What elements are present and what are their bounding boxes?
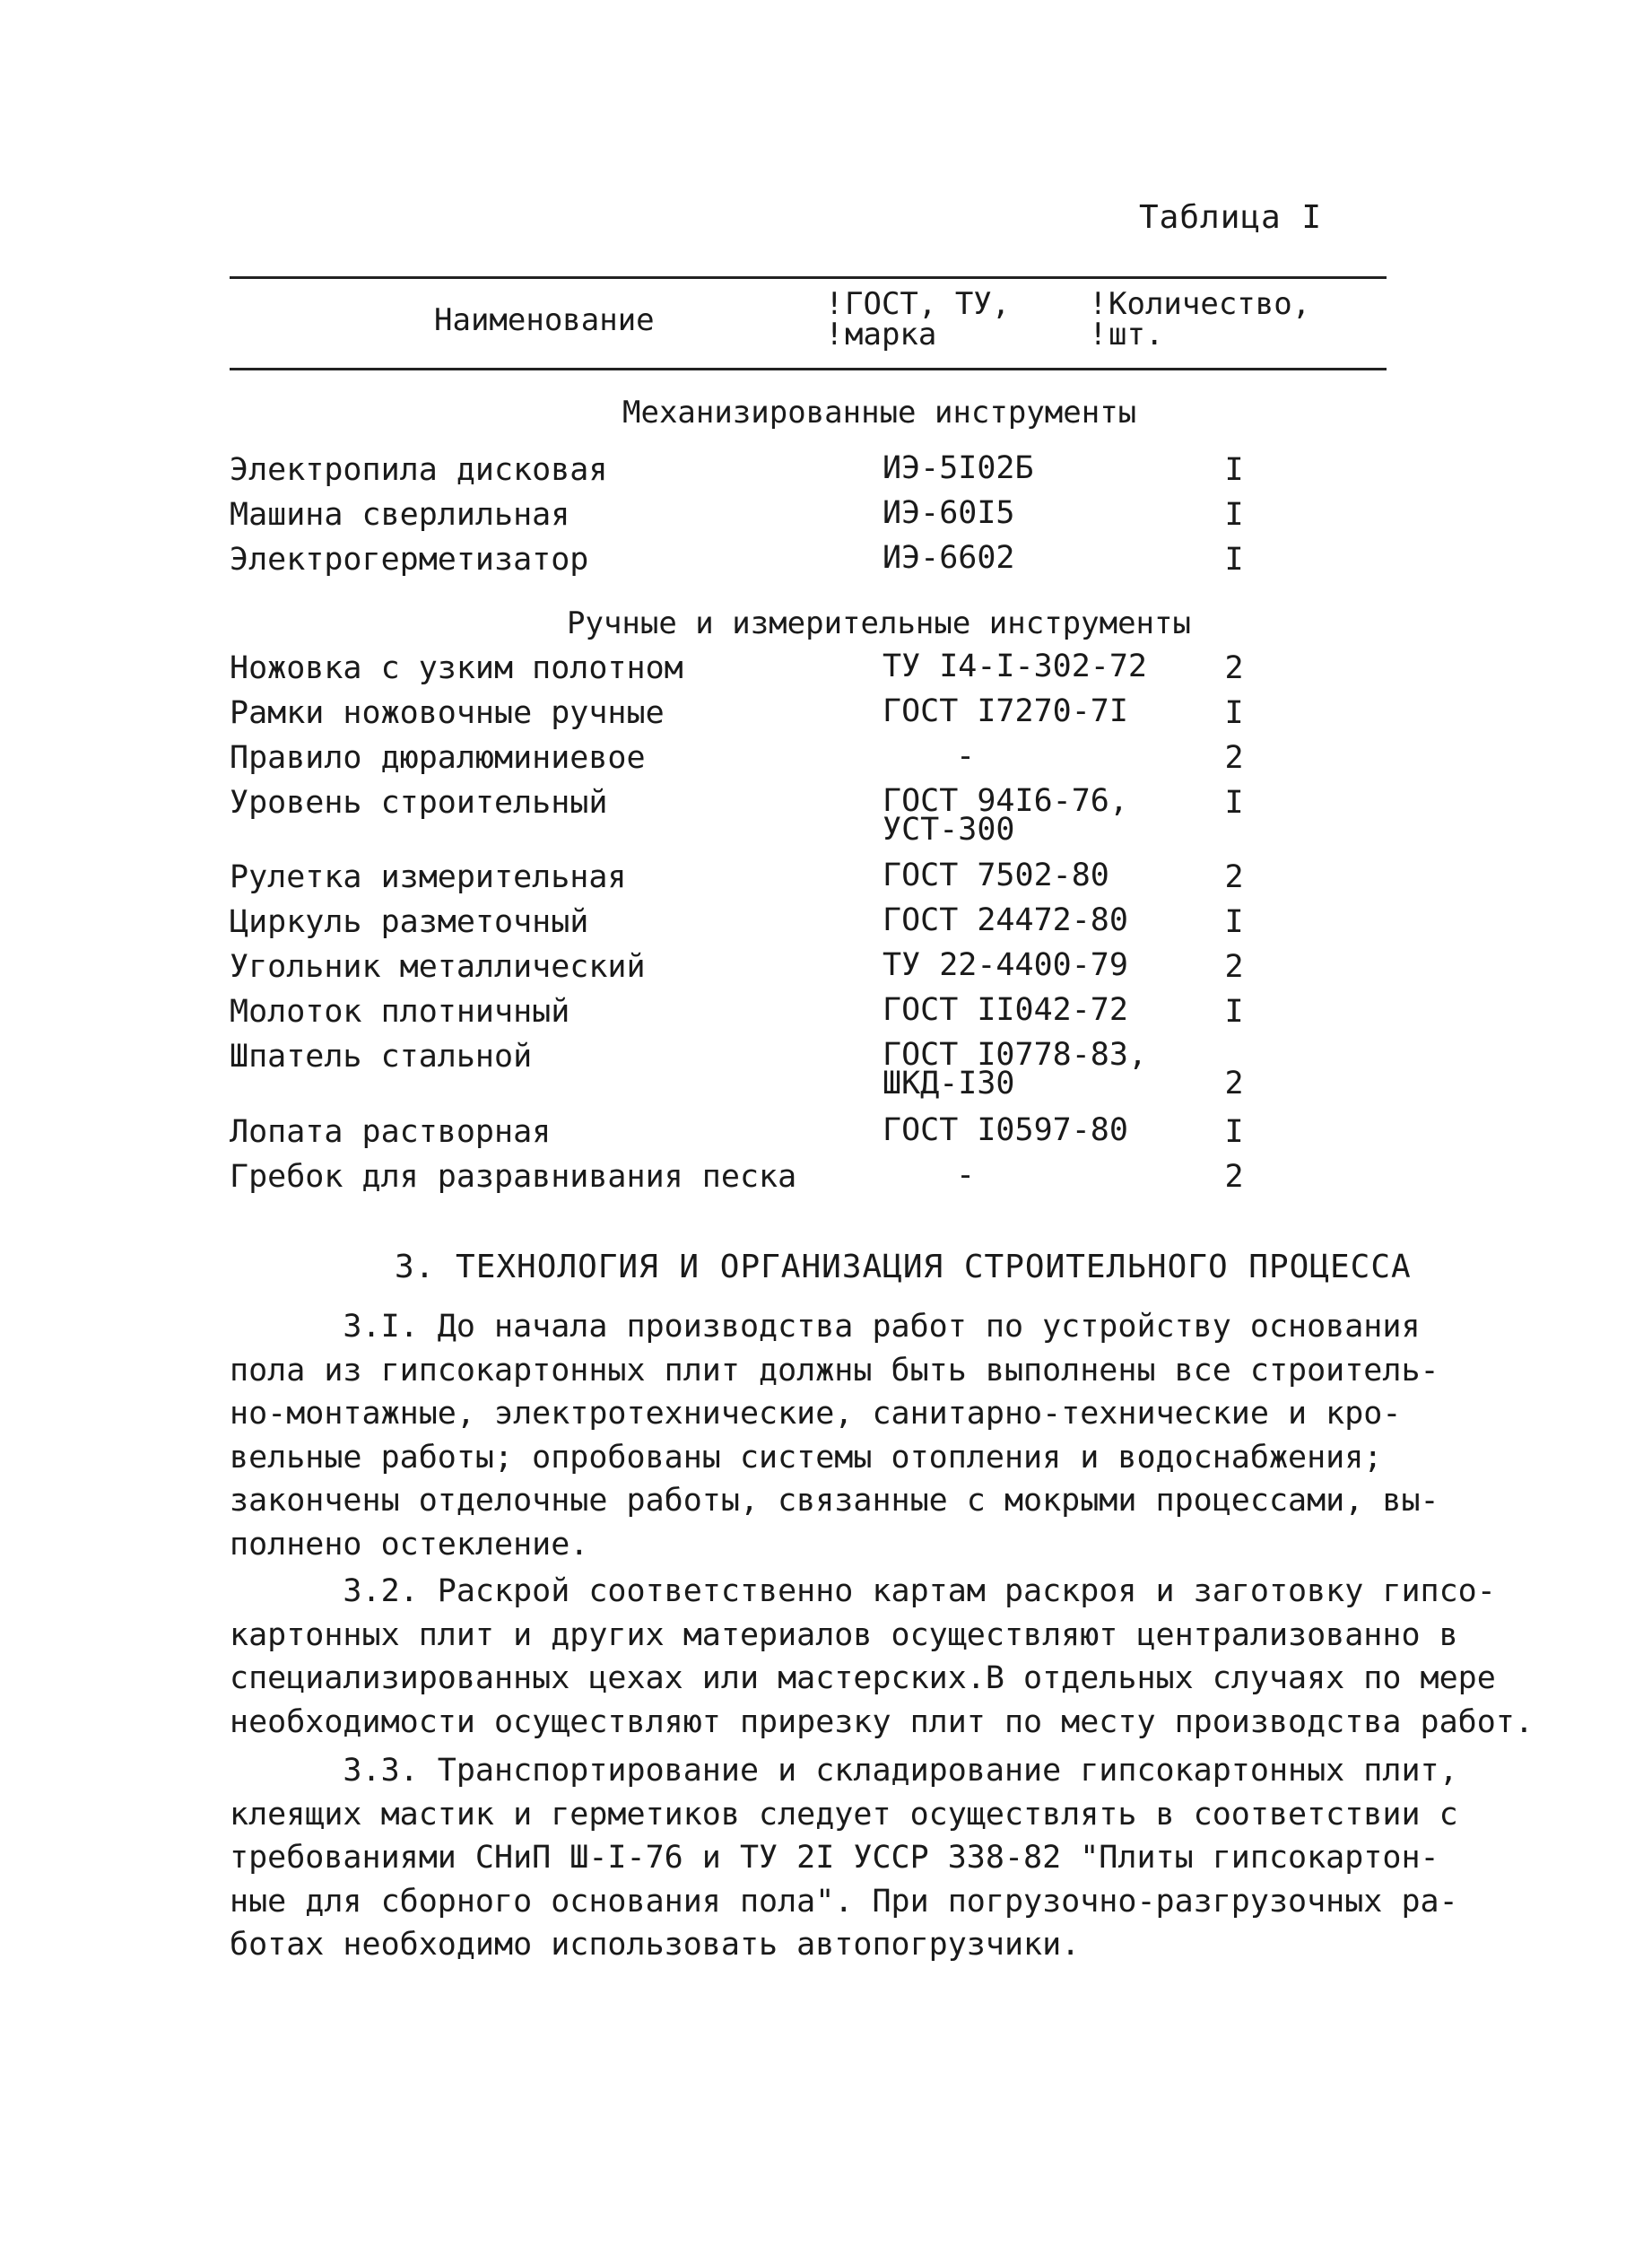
row-qty: I — [1224, 695, 1244, 731]
table-row — [230, 1157, 1387, 1322]
table-top-rule — [230, 276, 1387, 279]
row-name: Шпатель стальной — [230, 1039, 533, 1075]
header-qty-line2: !шт. — [1089, 317, 1164, 353]
row-gost: ГОСТ 7502-80 — [883, 858, 1109, 893]
table-caption: Таблица I — [1139, 199, 1323, 236]
row-qty: I — [1224, 1114, 1244, 1150]
row-name: Молоток плотничный — [230, 994, 570, 1030]
paragraph-3-1: 3.I. До начала производства работ по устройству основания пола из гипсокартонных плит должны быть выполнены все строитель- но-монтажные, электротехнические, санитарно-технические и кро- вельные работы; опробованы системы отопления и водоснабжения; закончены отделочные работы, связанные с мокрыми процессами, вы- полнено остекление. — [230, 1309, 1439, 1563]
row-name: Угольник металлический — [230, 949, 646, 985]
header-name: Наименование — [434, 302, 655, 338]
row-name: Машина сверлильная — [230, 497, 570, 533]
row-qty: I — [1224, 904, 1244, 940]
section-heading: 3. ТЕХНОЛОГИЯ И ОРГАНИЗАЦИЯ СТРОИТЕЛЬНОГО ПРОЦЕССА — [395, 1249, 1412, 1285]
row-gost: - — [956, 738, 976, 774]
header-gost-line1: !ГОСТ, ТУ, — [825, 286, 1011, 322]
row-name: Электрогерметизатор — [230, 542, 589, 578]
row-qty: I — [1224, 497, 1244, 533]
row-qty: 2 — [1224, 859, 1244, 895]
row-gost: - — [956, 1157, 976, 1193]
row-gost: ГОСТ 24472-80 — [883, 902, 1128, 938]
table-header-rule — [230, 368, 1387, 370]
paragraph-3-3: 3.3. Транспортирование и складирование гипсокартонных плит, клеящих мастик и герметиков следует осуществлять в соответствии с требованиями СНиП Ш-I-76 и ТУ 2I УССР 338-82 "Плиты гипсокартон- ные для сборного основания пола". При погрузочно-разгрузочных ра- ботах необходимо использовать автопогрузчики. — [230, 1753, 1458, 1963]
row-gost: ГОСТ I0778-83, ШКД-I30 — [883, 1037, 1148, 1102]
row-qty: I — [1224, 994, 1244, 1030]
row-gost: ИЭ-5I02Б — [883, 450, 1034, 486]
row-name: Циркуль разметочный — [230, 904, 589, 940]
row-qty: I — [1224, 785, 1244, 821]
row-name: Правило дюралюминиевое — [230, 740, 646, 776]
row-gost: ГОСТ I7270-7I — [883, 693, 1128, 729]
row-qty: 2 — [1224, 949, 1244, 985]
header-qty — [1089, 286, 1311, 353]
row-gost: ТУ 22-4400-79 — [883, 947, 1128, 983]
row-qty: 2 — [1224, 1066, 1244, 1102]
row-name: Электропила дисковая — [230, 452, 608, 488]
row-gost: ГОСТ I0597-80 — [883, 1112, 1128, 1148]
row-qty: 2 — [1224, 740, 1244, 776]
row-gost: ИЭ-60I5 — [883, 495, 1015, 531]
paragraph-3-2: 3.2. Раскрой соответственно картам раскроя и заготовку гипсо- картонных плит и других материалов осуществляют централизованно в специализированных цехах или мастерских.В отдельных случаях по мере необходимости осуществляют прирезку плит по месту производства работ. — [230, 1573, 1534, 1740]
header-qty-line1: !Количество, — [1089, 286, 1311, 322]
row-qty: I — [1224, 452, 1244, 488]
row-gost: ИЭ-6602 — [883, 540, 1015, 576]
row-gost: ТУ I4-I-302-72 — [883, 649, 1148, 684]
row-name: Рамки ножовочные ручные — [230, 695, 665, 731]
row-name: Гребок для разравнивания песка — [230, 1159, 797, 1195]
header-gost-line2: !марка — [825, 317, 937, 353]
row-qty: I — [1224, 542, 1244, 578]
row-qty: 2 — [1224, 650, 1244, 686]
row-name: Лопата растворная — [230, 1114, 552, 1150]
section-title-mechanized: Механизированные инструменты — [622, 395, 1137, 431]
row-gost: ГОСТ 94I6-76, УСТ-300 — [883, 783, 1128, 848]
header-gost — [825, 286, 1011, 353]
section-title-hand: Ручные и измерительные инструменты — [567, 605, 1191, 641]
row-qty: 2 — [1224, 1159, 1244, 1195]
row-gost: ГОСТ II042-72 — [883, 992, 1128, 1028]
row-name: Уровень строительный — [230, 785, 608, 821]
row-name: Ножовка с узким полотном — [230, 650, 683, 686]
row-name: Рулетка измерительная — [230, 859, 627, 895]
